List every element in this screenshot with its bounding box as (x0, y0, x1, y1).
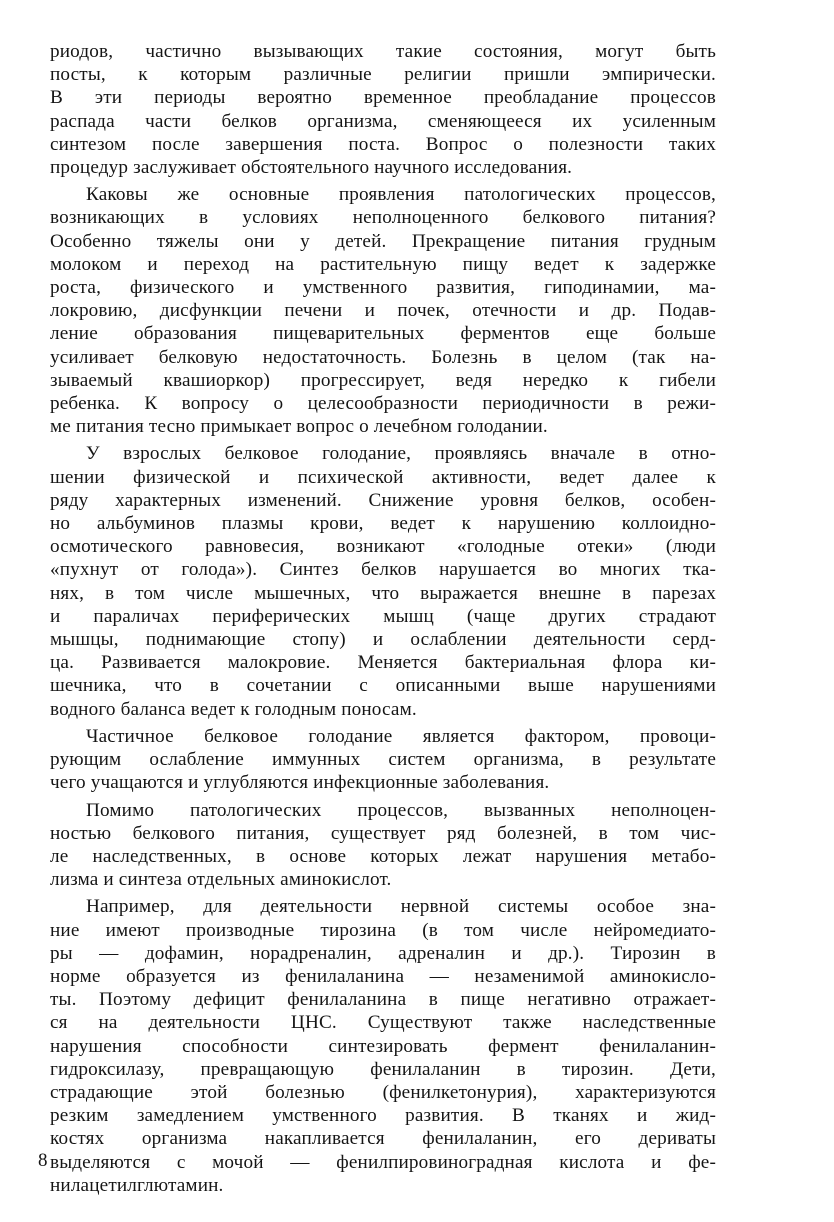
text-line: В эти периоды вероятно временное преобладание процессов (50, 87, 716, 109)
text-line: ца. Развивается малокровие. Меняется бактериальная флора ки- (50, 652, 716, 674)
text-line: осмотического равновесия, возникают «голодные отеки» (люди (50, 536, 716, 558)
text-line: ты. Поэтому дефицит фенилаланина в пище негативно отражает- (50, 989, 716, 1011)
text-line: нях, в том числе мышечных, что выражается внешне в парезах (50, 582, 716, 604)
text-line: ние имеют производные тирозина (в том числе нейромедиато- (50, 919, 716, 941)
text-line: ление образования пищеварительных ферментов еще больше (50, 323, 716, 345)
page-body (50, 40, 716, 1197)
text-line: ле наследственных, в основе которых лежат нарушения метабо- (50, 845, 716, 867)
text-line: и параличах периферических мышц (чаще других страдают (50, 605, 716, 627)
text-line: риодов, частично вызывающих такие состояния, могут быть (50, 41, 716, 62)
text-line: Каковы же основные проявления патологических процессов, (86, 184, 716, 206)
text-line: процедур заслуживает обстоятельного научного исследования. (50, 157, 573, 179)
paragraph (50, 442, 716, 720)
text-line: ме питания тесно примыкает вопрос о лечебном голодании. (50, 416, 548, 438)
text-line: нилацетилглютамин. (50, 1174, 224, 1196)
text-line: рующим ослабление иммунных систем организма, в результате (50, 749, 716, 771)
text-line: локровию, дисфункции печени и почек, отечности и др. Подав- (50, 300, 716, 322)
paragraph (50, 725, 716, 795)
text-line: Помимо патологических процессов, вызванных неполноцен- (86, 799, 716, 821)
text-line: Особенно тяжелы они у детей. Прекращение питания грудным (50, 230, 716, 252)
text-line: посты, к которым различные религии пришли эмпирически. (50, 64, 716, 86)
text-line: ребенка. К вопросу о целесообразности периодичности в режи- (50, 393, 716, 415)
text-line: «пухнут от голода»). Синтез белков нарушается во многих тка- (50, 559, 716, 581)
paragraph (50, 799, 716, 892)
paragraph (50, 183, 716, 438)
text-line: синтезом после завершения поста. Вопрос о полезности таких (50, 133, 716, 155)
text-line: резким замедлением умственного развития. В тканях и жид- (50, 1105, 716, 1127)
text-line: норме образуется из фенилаланина — незаменимой аминокисло- (50, 965, 716, 987)
text-line: ряду характерных изменений. Снижение уровня белков, особен- (50, 489, 716, 511)
text-line: усиливает белковую недостаточность. Болезнь в целом (так на- (50, 346, 716, 368)
text-line: гидроксилазу, превращающую фенилаланин в тирозин. Дети, (50, 1058, 716, 1080)
text-line: роста, физического и умственного развития, гиподинамии, ма- (50, 277, 716, 299)
text-line: молоком и переход на растительную пищу ведет к задержке (50, 253, 716, 275)
text-line: костях организма накапливается фенилаланин, его дериваты (50, 1128, 716, 1150)
paragraph (50, 40, 716, 179)
text-line: выделяются с мочой — фенилпировиноградная кислота и фе- (50, 1151, 716, 1173)
text-line: шении физической и психической активности, ведет далее к (50, 466, 716, 488)
text-line: шечника, что в сочетании с описанными выше нарушениями (50, 675, 716, 697)
text-line: ся на деятельности ЦНС. Существуют также наследственные (50, 1012, 716, 1034)
text-line: лизма и синтеза отдельных аминокислот. (50, 869, 392, 891)
page-number: 8 (38, 1150, 48, 1171)
text-line: водного баланса ведет к голодным поносам. (50, 698, 417, 720)
text-line: ры — дофамин, норадреналин, адреналин и др.). Тирозин в (50, 942, 716, 964)
text-line: возникающих в условиях неполноценного белкового питания? (50, 207, 716, 229)
paragraph (50, 895, 716, 1197)
text-line: распада части белков организма, сменяющееся их усиленным (50, 110, 716, 132)
text-line: мышцы, поднимающие стопу) и ослаблении деятельности серд- (50, 629, 716, 651)
text-line: страдающие этой болезнью (фенилкетонурия), характеризуются (50, 1081, 716, 1103)
text-line: У взрослых белковое голодание, проявляясь вначале в отно- (86, 443, 716, 465)
text-line: зываемый квашиоркор) прогрессирует, ведя нередко к гибели (50, 369, 716, 391)
text-line: но альбуминов плазмы крови, ведет к нарушению коллоидно- (50, 513, 716, 535)
text-line: Частичное белковое голодание является фактором, провоци- (86, 725, 716, 747)
text-line: чего учащаются и углубляются инфекционные заболевания. (50, 772, 550, 794)
text-line: нарушения способности синтезировать фермент фенилаланин- (50, 1035, 716, 1057)
text-line: ностью белкового питания, существует ряд болезней, в том чис- (50, 822, 716, 844)
text-line: Например, для деятельности нервной системы особое зна- (86, 896, 716, 918)
